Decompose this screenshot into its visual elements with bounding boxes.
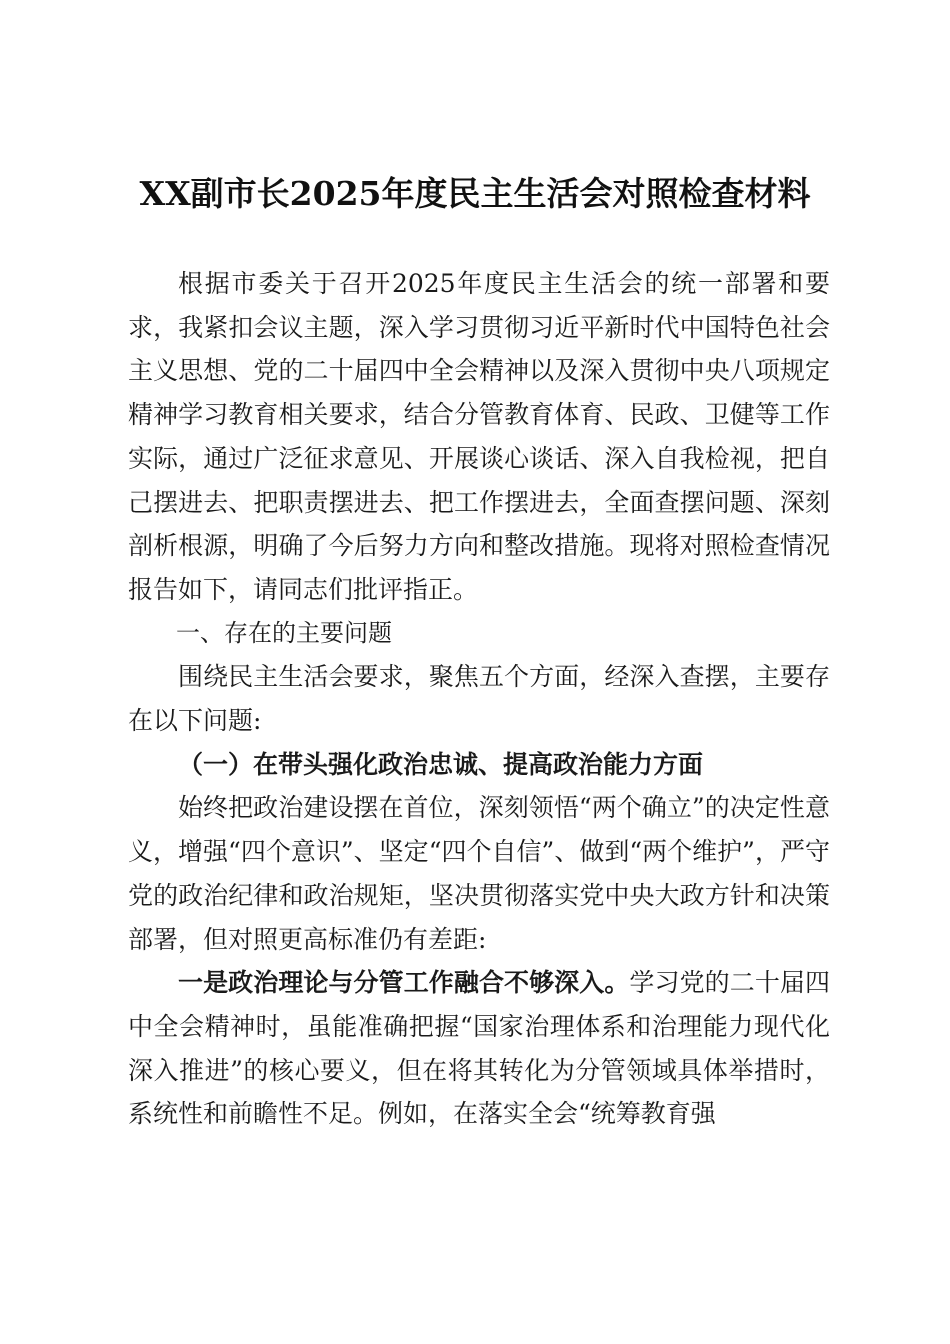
section-intro-paragraph: 围绕民主生活会要求，聚焦五个方面，经深入查摆，主要存在以下问题:	[128, 662, 830, 736]
document-body	[128, 262, 830, 1136]
section-heading-problems: 一、存在的主要问题	[176, 618, 392, 647]
intro-paragraph: 根据市委关于召开2025年度民主生活会的统一部署和要求，我紧扣会议主题，深入学习贯彻习近平新时代中国特色社会主义思想、党的二十届四中全会精神以及深入贯彻中央八项规定精神学习教育相关要求，结合分管教育体育、民政、卫健等工作实际，通过广泛征求意见、开展谈心谈话、深入自我检视，把自己摆进去、把职责摆进去、把工作摆进去，全面查摆问题、深刻剖析根源，明确了今后努力方向和整改措施。现将对照检查情况报告如下，请同志们批评指正。	[128, 269, 830, 604]
point-one-lead: 一是政治理论与分管工作融合不够深入。	[178, 968, 630, 998]
point-one-text: 学习党的二十届四中全会精神时，虽能准确把握“国家治理体系和治理能力现代化深入推进”的核心要义，但在将其转化为分管领域具体举措时，系统性和前瞻性不足。例如，在落实全会“统筹教育强	[128, 968, 830, 1129]
subsection-paragraph: 始终把政治建设摆在首位，深刻领悟“两个确立”的决定性意义，增强“四个意识”、坚定“四个自信”、做到“两个维护”，严守党的政治纪律和政治规矩，坚决贯彻落实党中央大政方针和决策部署，但对照更高标准仍有差距:	[128, 793, 830, 954]
subsection-heading-political-loyalty: （一）在带头强化政治忠诚、提高政治能力方面	[178, 749, 704, 779]
document-title: XX副市长2025年度民主生活会对照检查材料	[139, 174, 811, 213]
point-one-paragraph	[128, 961, 830, 1136]
